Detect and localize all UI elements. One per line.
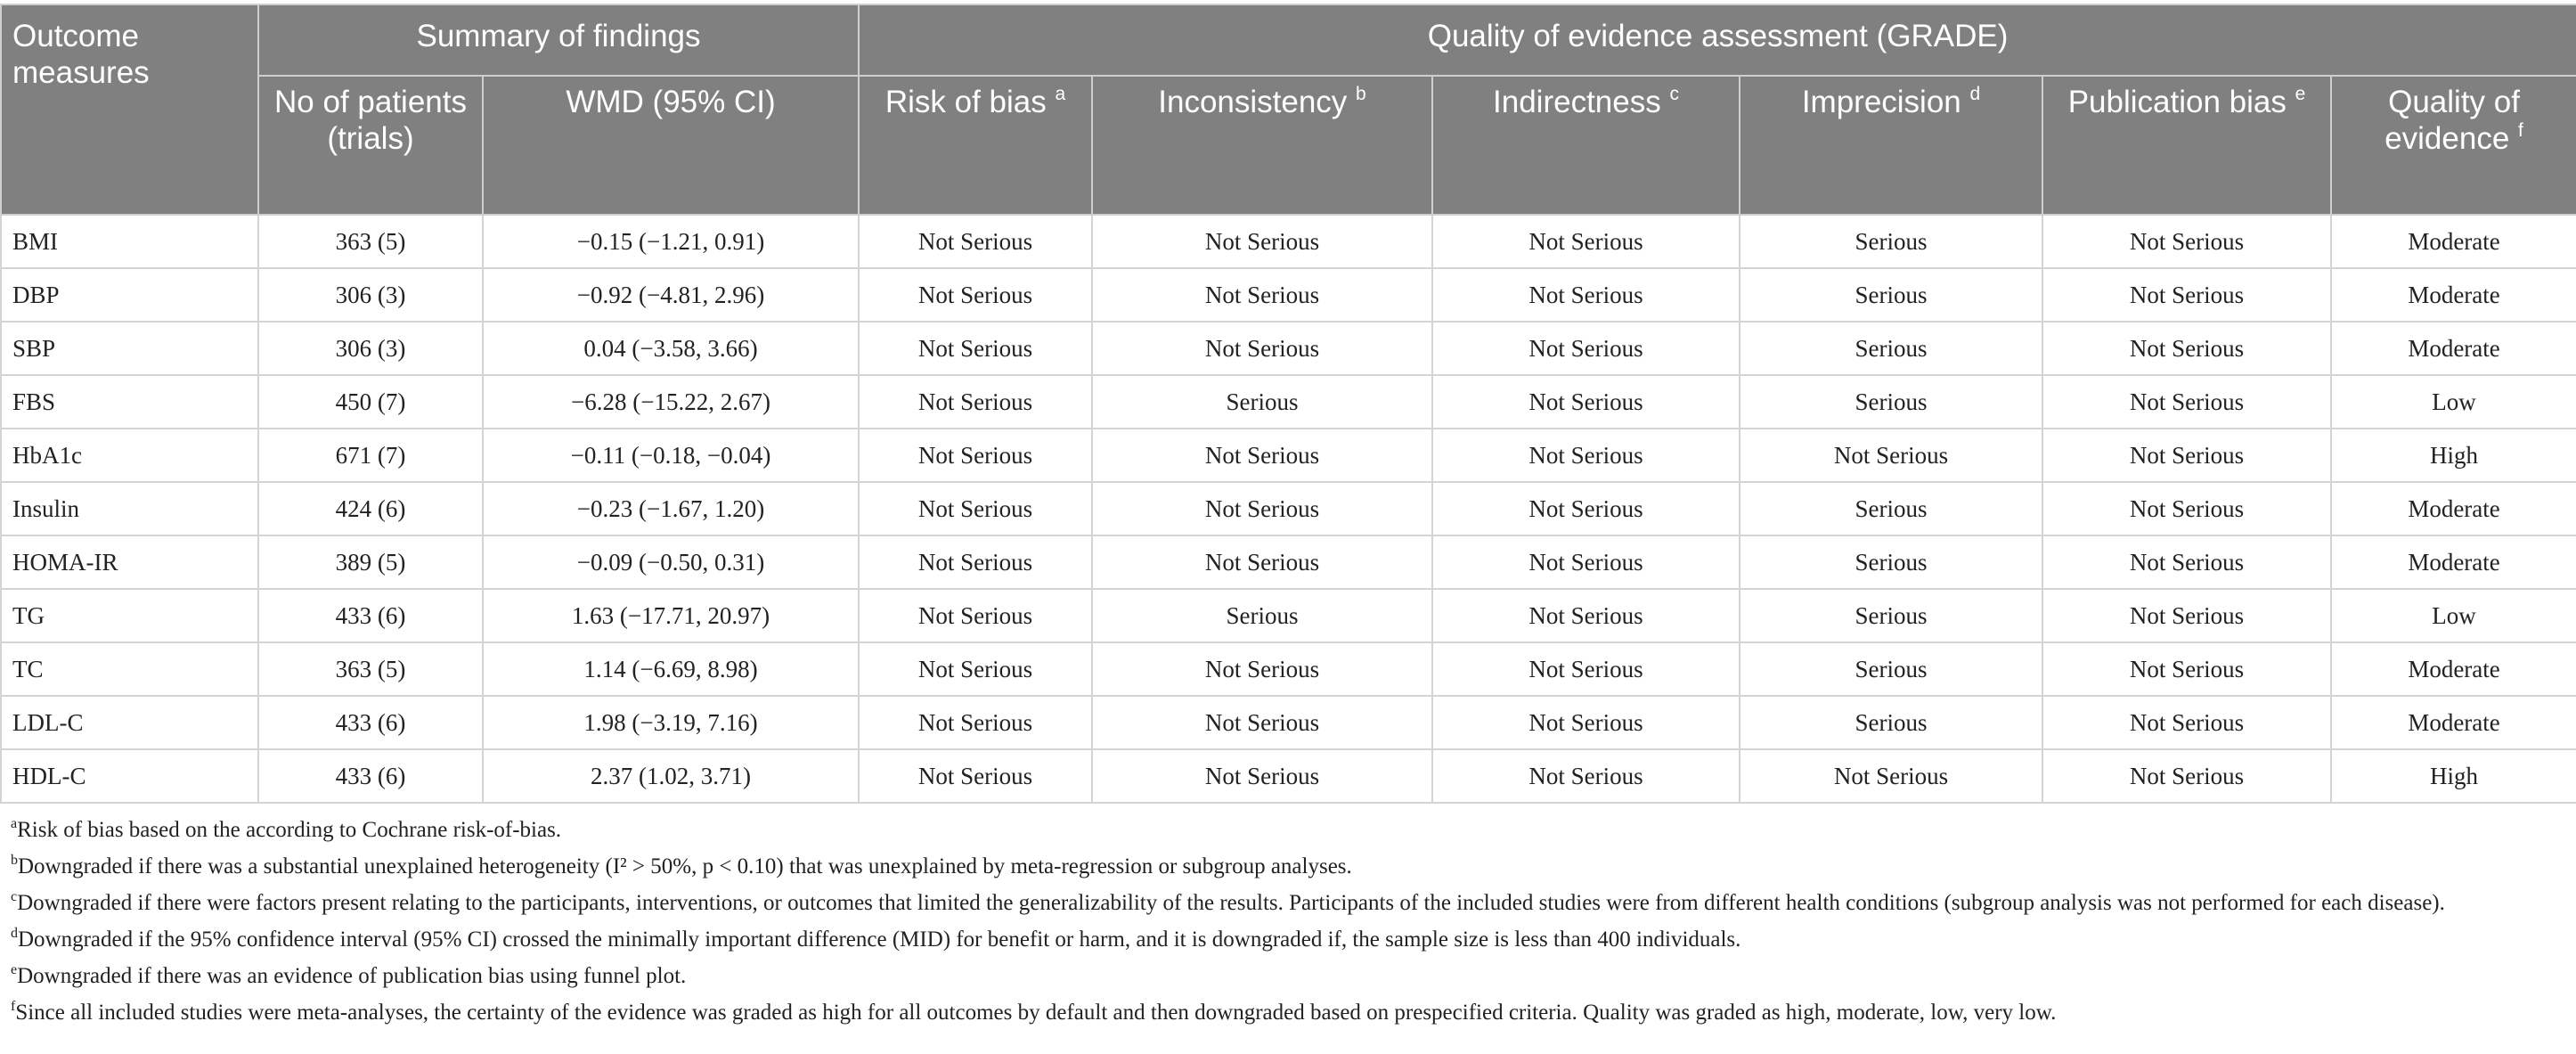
cell-indirectness: Not Serious [1432, 589, 1740, 642]
footnote-a-text: Risk of bias based on the according to Cochrane risk-of-bias. [17, 818, 562, 842]
cell-wmd: −6.28 (−15.22, 2.67) [483, 375, 859, 429]
header-publication-bias [2042, 76, 2331, 215]
header-risk-of-bias-label: Risk of bias [884, 85, 1047, 119]
footnote-mark-f: f [2518, 120, 2523, 141]
cell-quality: Moderate [2331, 642, 2576, 696]
cell-inconsistency: Not Serious [1092, 535, 1432, 589]
cell-quality: Low [2331, 375, 2576, 429]
table-row [1, 322, 2576, 375]
cell-outcome: TC [1, 642, 258, 696]
cell-outcome: HOMA-IR [1, 535, 258, 589]
cell-inconsistency: Not Serious [1092, 696, 1432, 749]
cell-inconsistency: Not Serious [1092, 268, 1432, 322]
cell-indirectness: Not Serious [1432, 642, 1740, 696]
table-row [1, 696, 2576, 749]
cell-outcome: DBP [1, 268, 258, 322]
cell-imprecision: Serious [1740, 215, 2042, 268]
cell-quality: Moderate [2331, 215, 2576, 268]
footnote-a-mark: a [11, 816, 18, 831]
cell-outcome: BMI [1, 215, 258, 268]
cell-imprecision: Serious [1740, 535, 2042, 589]
cell-publication-bias: Not Serious [2042, 429, 2331, 482]
cell-imprecision: Serious [1740, 322, 2042, 375]
footnote-b-mark: b [11, 853, 18, 868]
table-row [1, 429, 2576, 482]
cell-publication-bias: Not Serious [2042, 749, 2331, 803]
table-row [1, 749, 2576, 803]
cell-imprecision: Serious [1740, 642, 2042, 696]
header-publication-bias-label: Publication bias [2067, 85, 2287, 119]
cell-imprecision: Serious [1740, 482, 2042, 535]
cell-quality: Moderate [2331, 535, 2576, 589]
footnote-e [11, 960, 2567, 992]
footnote-mark-d: d [1969, 84, 1981, 104]
header-quality-of-evidence [2331, 76, 2576, 215]
footnote-c-mark: c [11, 889, 18, 904]
cell-risk-of-bias: Not Serious [859, 215, 1092, 268]
cell-risk-of-bias: Not Serious [859, 642, 1092, 696]
cell-indirectness: Not Serious [1432, 482, 1740, 535]
cell-risk-of-bias: Not Serious [859, 696, 1092, 749]
header-sub-row [1, 76, 2576, 215]
cell-imprecision: Not Serious [1740, 749, 2042, 803]
cell-inconsistency: Not Serious [1092, 642, 1432, 696]
footnote-a [11, 814, 2567, 846]
cell-patients: 450 (7) [258, 375, 483, 429]
cell-indirectness: Not Serious [1432, 535, 1740, 589]
cell-wmd: 1.63 (−17.71, 20.97) [483, 589, 859, 642]
footnote-e-mark: e [11, 962, 18, 977]
cell-quality: High [2331, 429, 2576, 482]
cell-quality: Low [2331, 589, 2576, 642]
cell-indirectness: Not Serious [1432, 322, 1740, 375]
table-body [1, 215, 2576, 803]
footnote-b [11, 851, 2567, 882]
cell-inconsistency: Not Serious [1092, 749, 1432, 803]
header-quality-label: Quality of evidence [2384, 85, 2520, 156]
cell-inconsistency: Not Serious [1092, 215, 1432, 268]
cell-outcome: HDL-C [1, 749, 258, 803]
cell-wmd: −0.11 (−0.18, −0.04) [483, 429, 859, 482]
cell-indirectness: Not Serious [1432, 696, 1740, 749]
header-risk-of-bias [859, 76, 1092, 215]
footnote-d-text: Downgraded if the 95% confidence interval (95% CI) crossed the minimally important difference (MID) for benefit or harm, and it is downgraded if, the sample size is less than 400 individuals. [18, 927, 1741, 952]
cell-wmd: −0.92 (−4.81, 2.96) [483, 268, 859, 322]
header-inconsistency [1092, 76, 1432, 215]
header-indirectness-label: Indirectness [1493, 85, 1661, 119]
cell-publication-bias: Not Serious [2042, 215, 2331, 268]
cell-patients: 424 (6) [258, 482, 483, 535]
cell-patients: 433 (6) [258, 749, 483, 803]
header-imprecision-label: Imprecision [1801, 85, 1961, 119]
header-imprecision [1740, 76, 2042, 215]
cell-outcome: TG [1, 589, 258, 642]
cell-patients: 306 (3) [258, 322, 483, 375]
cell-risk-of-bias: Not Serious [859, 589, 1092, 642]
cell-publication-bias: Not Serious [2042, 696, 2331, 749]
cell-outcome: Insulin [1, 482, 258, 535]
table-row [1, 589, 2576, 642]
cell-publication-bias: Not Serious [2042, 535, 2331, 589]
cell-imprecision: Serious [1740, 268, 2042, 322]
cell-wmd: −0.15 (−1.21, 0.91) [483, 215, 859, 268]
header-quality-assessment: Quality of evidence assessment (GRADE) [859, 4, 2576, 76]
cell-imprecision: Serious [1740, 375, 2042, 429]
cell-outcome: FBS [1, 375, 258, 429]
table-footnotes [11, 814, 2567, 1034]
cell-publication-bias: Not Serious [2042, 322, 2331, 375]
cell-publication-bias: Not Serious [2042, 589, 2331, 642]
footnote-f-mark: f [11, 999, 16, 1014]
cell-inconsistency: Not Serious [1092, 429, 1432, 482]
cell-patients: 306 (3) [258, 268, 483, 322]
cell-quality: Moderate [2331, 696, 2576, 749]
cell-patients: 363 (5) [258, 642, 483, 696]
cell-patients: 389 (5) [258, 535, 483, 589]
cell-risk-of-bias: Not Serious [859, 535, 1092, 589]
cell-outcome: HbA1c [1, 429, 258, 482]
cell-patients: 671 (7) [258, 429, 483, 482]
cell-risk-of-bias: Not Serious [859, 749, 1092, 803]
footnote-c-text: Downgraded if there were factors present relating to the participants, interventions, or outcomes that limited the generalizability of the results. Participants of the included studies were from different health conditions (subgroup analysis was not performed for each disease). [17, 891, 2445, 915]
cell-patients: 433 (6) [258, 696, 483, 749]
header-outcome-measures: Outcome measures [1, 4, 258, 215]
cell-indirectness: Not Serious [1432, 375, 1740, 429]
cell-publication-bias: Not Serious [2042, 375, 2331, 429]
header-no-of-patients: No of patients (trials) [258, 76, 483, 215]
cell-wmd: 1.98 (−3.19, 7.16) [483, 696, 859, 749]
header-wmd: WMD (95% CI) [483, 76, 859, 215]
table-row [1, 268, 2576, 322]
cell-quality: Moderate [2331, 322, 2576, 375]
cell-indirectness: Not Serious [1432, 215, 1740, 268]
cell-indirectness: Not Serious [1432, 429, 1740, 482]
cell-outcome: SBP [1, 322, 258, 375]
cell-publication-bias: Not Serious [2042, 482, 2331, 535]
cell-inconsistency: Serious [1092, 589, 1432, 642]
footnote-f-text: Since all included studies were meta-analyses, the certainty of the evidence was graded as high for all outcomes by default and then downgraded based on prespecified criteria. Quality was graded as high, moderate, low, very low. [15, 1001, 2057, 1025]
cell-wmd: 0.04 (−3.58, 3.66) [483, 322, 859, 375]
footnote-f [11, 997, 2567, 1028]
cell-patients: 433 (6) [258, 589, 483, 642]
grade-evidence-table [0, 4, 2576, 804]
cell-quality: High [2331, 749, 2576, 803]
cell-quality: Moderate [2331, 268, 2576, 322]
table-row [1, 215, 2576, 268]
cell-risk-of-bias: Not Serious [859, 429, 1092, 482]
cell-wmd: −0.09 (−0.50, 0.31) [483, 535, 859, 589]
header-inconsistency-label: Inconsistency [1158, 85, 1348, 119]
table-row [1, 482, 2576, 535]
cell-quality: Moderate [2331, 482, 2576, 535]
cell-inconsistency: Not Serious [1092, 482, 1432, 535]
cell-outcome: LDL-C [1, 696, 258, 749]
cell-publication-bias: Not Serious [2042, 642, 2331, 696]
cell-imprecision: Serious [1740, 696, 2042, 749]
cell-risk-of-bias: Not Serious [859, 375, 1092, 429]
cell-imprecision: Not Serious [1740, 429, 2042, 482]
cell-wmd: 1.14 (−6.69, 8.98) [483, 642, 859, 696]
cell-indirectness: Not Serious [1432, 268, 1740, 322]
cell-imprecision: Serious [1740, 589, 2042, 642]
cell-publication-bias: Not Serious [2042, 268, 2331, 322]
footnote-mark-c: c [1669, 84, 1679, 104]
header-group-row [1, 4, 2576, 76]
table-row [1, 375, 2576, 429]
footnote-e-text: Downgraded if there was an evidence of publication bias using funnel plot. [17, 964, 687, 988]
footnote-c [11, 887, 2567, 919]
cell-risk-of-bias: Not Serious [859, 482, 1092, 535]
footnote-b-text: Downgraded if there was a substantial unexplained heterogeneity (I² > 50%, p < 0.10) that was unexplained by meta-regression or subgroup analyses. [18, 854, 1352, 878]
table-row [1, 535, 2576, 589]
cell-wmd: −0.23 (−1.67, 1.20) [483, 482, 859, 535]
header-indirectness [1432, 76, 1740, 215]
footnote-mark-b: b [1356, 84, 1366, 104]
cell-risk-of-bias: Not Serious [859, 322, 1092, 375]
cell-indirectness: Not Serious [1432, 749, 1740, 803]
footnote-mark-a: a [1055, 84, 1066, 104]
footnote-mark-e: e [2295, 84, 2306, 104]
cell-wmd: 2.37 (1.02, 3.71) [483, 749, 859, 803]
cell-inconsistency: Not Serious [1092, 322, 1432, 375]
cell-patients: 363 (5) [258, 215, 483, 268]
cell-inconsistency: Serious [1092, 375, 1432, 429]
cell-risk-of-bias: Not Serious [859, 268, 1092, 322]
footnote-d-mark: d [11, 926, 18, 941]
footnote-d [11, 924, 2567, 955]
table-row [1, 642, 2576, 696]
table-header [1, 4, 2576, 215]
header-summary-of-findings: Summary of findings [258, 4, 859, 76]
